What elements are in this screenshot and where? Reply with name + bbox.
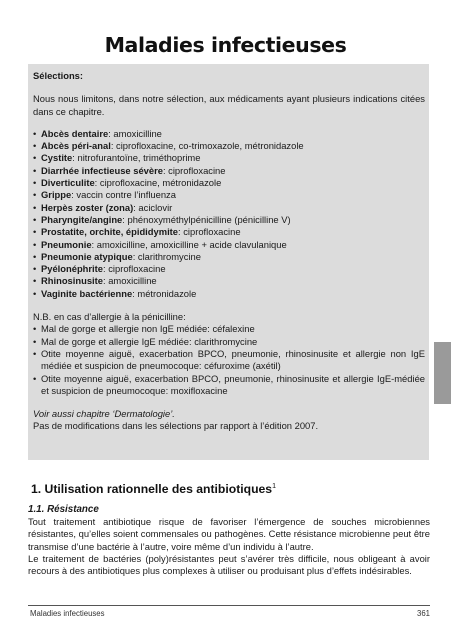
indication-item xyxy=(33,251,425,263)
indication-drugs: : nitrofurantoïne, triméthoprime xyxy=(72,152,201,164)
footnote-marker: 1 xyxy=(272,482,276,490)
indication-drugs: : amoxicilline xyxy=(108,127,162,139)
subsection-heading: 1.1. Résistance xyxy=(28,504,99,515)
indication-term: Grippe xyxy=(41,189,72,201)
indication-term: Prostatite, orchite, épididymite xyxy=(41,226,179,238)
indication-item xyxy=(33,165,425,177)
allergy-item: • Mal de gorge et allergie IgE médiée: clarithromycine xyxy=(33,336,425,348)
indication-term: Diverticulite xyxy=(41,177,95,189)
indication-item xyxy=(33,128,425,140)
indication-term: Herpès zoster (zona) xyxy=(41,201,134,213)
body-paragraph: Le traitement de bactéries (poly)résistantes peut s’avérer très difficile, nous obligeant à avoir recours à des antibiotiques plus complexes à utiliser ou produisant plus d’effets indésirables. xyxy=(28,552,430,577)
indication-item xyxy=(33,177,425,189)
indication-drugs: : métronidazole xyxy=(132,287,197,299)
indication-drugs: : ciprofloxacine, métronidazole xyxy=(94,177,222,189)
selection-intro: Nous nous limitons, dans notre sélection, aux médicaments ayant plusieurs indications citées dans ce chapitre. xyxy=(33,93,425,117)
indication-item xyxy=(33,288,425,300)
indication-drugs: : amoxicilline xyxy=(102,275,157,287)
footer-chapter-title: Maladies infectieuses xyxy=(30,609,105,618)
allergy-item: • Otite moyenne aiguë, exacerbation BPCO, pneumonie, rhinosinusite et allergie IgE-médiée et suspicion de pneumocoque: moxifloxacine xyxy=(33,373,425,398)
footer-divider xyxy=(28,605,430,606)
page-number: 361 xyxy=(416,609,430,618)
page-title: Maladies infectieuses xyxy=(104,33,347,57)
indication-term: Pneumonie xyxy=(41,238,92,250)
selection-box xyxy=(28,64,429,460)
indication-item xyxy=(33,140,425,152)
see-also-note: Voir aussi chapitre ‘Dermatologie’. xyxy=(33,408,175,420)
indication-item xyxy=(33,239,425,251)
indication-item xyxy=(33,275,425,287)
allergy-list xyxy=(33,323,425,397)
allergy-note-intro: N.B. en cas d’allergie à la pénicilline: xyxy=(33,311,186,323)
indication-drugs: : clarithromycine xyxy=(132,250,201,262)
indication-item xyxy=(33,263,425,275)
indication-item xyxy=(33,202,425,214)
no-changes-note: Pas de modifications dans les sélections par rapport à l’édition 2007. xyxy=(33,420,319,432)
indication-term: Vaginite bactérienne xyxy=(41,287,133,299)
indication-term: Pneumonie atypique xyxy=(41,250,133,262)
allergy-item: • Mal de gorge et allergie non IgE médiée: céfalexine xyxy=(33,323,425,335)
indication-drugs: : ciprofloxacine xyxy=(103,263,166,275)
indication-item xyxy=(33,214,425,226)
indication-drugs: : phénoxyméthylpénicilline (pénicilline V) xyxy=(122,213,291,225)
indication-list xyxy=(33,128,425,300)
indication-drugs: : amoxicilline, amoxicilline + acide clavulanique xyxy=(91,238,287,250)
indication-term: Pyélonéphrite xyxy=(41,263,103,275)
indication-drugs: : ciprofloxacine xyxy=(178,226,241,238)
selection-label: Sélections: xyxy=(33,70,84,81)
chapter-thumb-tab xyxy=(434,342,451,404)
indication-drugs: : ciprofloxacine, co-trimoxazole, métronidazole xyxy=(110,140,304,152)
section-body xyxy=(28,516,430,577)
indication-term: Diarrhée infectieuse sévère xyxy=(41,164,163,176)
allergy-item: • Otite moyenne aiguë, exacerbation BPCO, pneumonie, rhinosinusite et allergie non IgE médiée et suspicion de pneumocoque: céfuroxime (axétil) xyxy=(33,348,425,373)
indication-term: Abcès péri-anal xyxy=(41,140,111,152)
indication-item xyxy=(33,152,425,164)
indication-drugs: : aciclovir xyxy=(133,201,173,213)
indication-item xyxy=(33,189,425,201)
indication-term: Cystite xyxy=(41,152,73,164)
indication-drugs: : ciprofloxacine xyxy=(162,164,226,176)
indication-term: Rhinosinusite xyxy=(41,275,103,287)
indication-item xyxy=(33,226,425,238)
indication-term: Abcès dentaire xyxy=(41,127,109,139)
indication-drugs: : vaccin contre l’influenza xyxy=(71,189,176,201)
section-heading-text: 1. Utilisation rationnelle des antibiotiques xyxy=(31,482,273,496)
body-paragraph: Tout traitement antibiotique risque de favoriser l’émergence de souches microbiennes résistantes, qu’elles soient commensales ou pathogènes. Cette résistance microbienne peut être transmise d’une bactérie à l’autre, voire même d’un individu à l’autre. xyxy=(28,516,430,552)
indication-term: Pharyngite/angine xyxy=(41,213,123,225)
section-heading xyxy=(31,482,276,496)
